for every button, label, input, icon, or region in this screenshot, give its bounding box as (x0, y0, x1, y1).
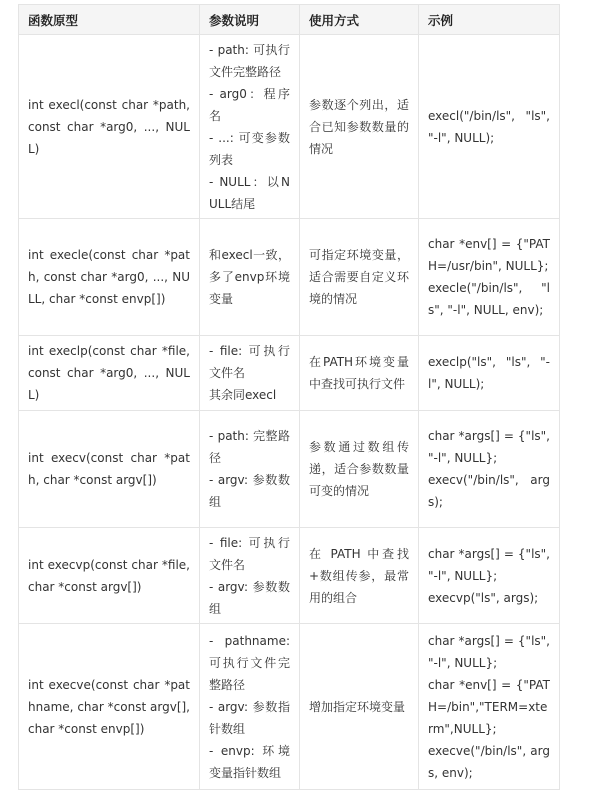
param-line: - NULL：以NULL结尾 (209, 174, 290, 211)
prototype-cell: int execve(const char *pathname, char *const argv[], char *const envp[]) (19, 624, 200, 790)
param-line: - path: 可执行文件完整路径 (209, 42, 290, 79)
table-header (19, 5, 560, 35)
usage-cell: 参数逐个列出，适合已知参数数量的情况 (300, 35, 419, 219)
usage-cell: 参数通过数组传递，适合参数数量可变的情况 (300, 411, 419, 528)
param-line: - ...: 可变参数列表 (209, 130, 290, 167)
example-cell (419, 624, 560, 790)
example-line: char *args[] = {"ls", "-l", NULL}; (428, 546, 550, 583)
prototype-cell: int execlp(const char *file, const char *arg0, ..., NULL) (19, 336, 200, 411)
example-cell (419, 219, 560, 336)
table-row (19, 219, 560, 336)
params-cell (200, 336, 300, 411)
example-line: execle("/bin/ls", "ls", "-l", NULL, env); (428, 281, 550, 317)
header-example: 示例 (419, 5, 560, 35)
example-line: execlp("ls", "ls", "-l", NULL); (428, 355, 550, 391)
prototype-cell: int execl(const char *path, const char *arg0, ..., NULL) (19, 35, 200, 219)
param-line: 其余同execl (209, 388, 277, 402)
table-row (19, 411, 560, 528)
param-line: - file: 可执行文件名 (209, 344, 290, 380)
example-line: char *args[] = {"ls", "-l", NULL}; (428, 633, 550, 670)
param-line: - argv: 参数数组 (209, 579, 290, 616)
param-line: - envp: 环境变量指针数组 (209, 743, 290, 780)
usage-cell: 增加指定环境变量 (300, 624, 419, 790)
param-line: - file: 可执行文件名 (209, 535, 290, 572)
table-row (19, 336, 560, 411)
example-line: char *env[] = {"PATH=/usr/bin", NULL}; (428, 237, 550, 273)
example-line: char *env[] = {"PATH=/bin","TERM=xterm",NULL}; (428, 677, 550, 736)
usage-cell: 在PATH环境变量中查找可执行文件 (300, 336, 419, 411)
params-cell (200, 528, 300, 624)
table-row (19, 35, 560, 219)
usage-cell: 可指定环境变量，适合需要自定义环境的情况 (300, 219, 419, 336)
header-row (19, 5, 560, 35)
prototype-cell: int execvp(const char *file, char *const argv[]) (19, 528, 200, 624)
param-line: - path: 完整路径 (209, 429, 290, 465)
params-cell (200, 411, 300, 528)
header-usage: 使用方式 (300, 5, 419, 35)
example-cell (419, 35, 560, 219)
params-cell (200, 35, 300, 219)
table-row (19, 624, 560, 790)
param-line: - arg0：程序名 (209, 86, 290, 123)
param-line: - pathname: 可执行文件完整路径 (209, 633, 290, 692)
param-line: - argv: 参数数组 (209, 473, 290, 509)
header-params: 参数说明 (200, 5, 300, 35)
example-line: execl("/bin/ls", "ls", "-l", NULL); (428, 108, 550, 145)
example-line: execv("/bin/ls", args); (428, 473, 550, 509)
param-line: 和execl一致，多了envp环境变量 (209, 248, 290, 306)
exec-functions-table (18, 4, 560, 790)
example-line: char *args[] = {"ls", "-l", NULL}; (428, 429, 550, 465)
prototype-cell: int execle(const char *path, const char *arg0, ..., NULL, char *const envp[]) (19, 219, 200, 336)
params-cell (200, 219, 300, 336)
params-cell (200, 624, 300, 790)
prototype-cell: int execv(const char *path, char *const argv[]) (19, 411, 200, 528)
example-cell (419, 528, 560, 624)
example-line: execve("/bin/ls", args, env); (428, 743, 550, 780)
param-line: - argv: 参数指针数组 (209, 699, 290, 736)
example-cell (419, 411, 560, 528)
header-prototype: 函数原型 (19, 5, 200, 35)
usage-cell: 在 PATH 中查找+数组传参，最常用的组合 (300, 528, 419, 624)
table-row (19, 528, 560, 624)
example-line: execvp("ls", args); (428, 590, 539, 605)
example-cell (419, 336, 560, 411)
